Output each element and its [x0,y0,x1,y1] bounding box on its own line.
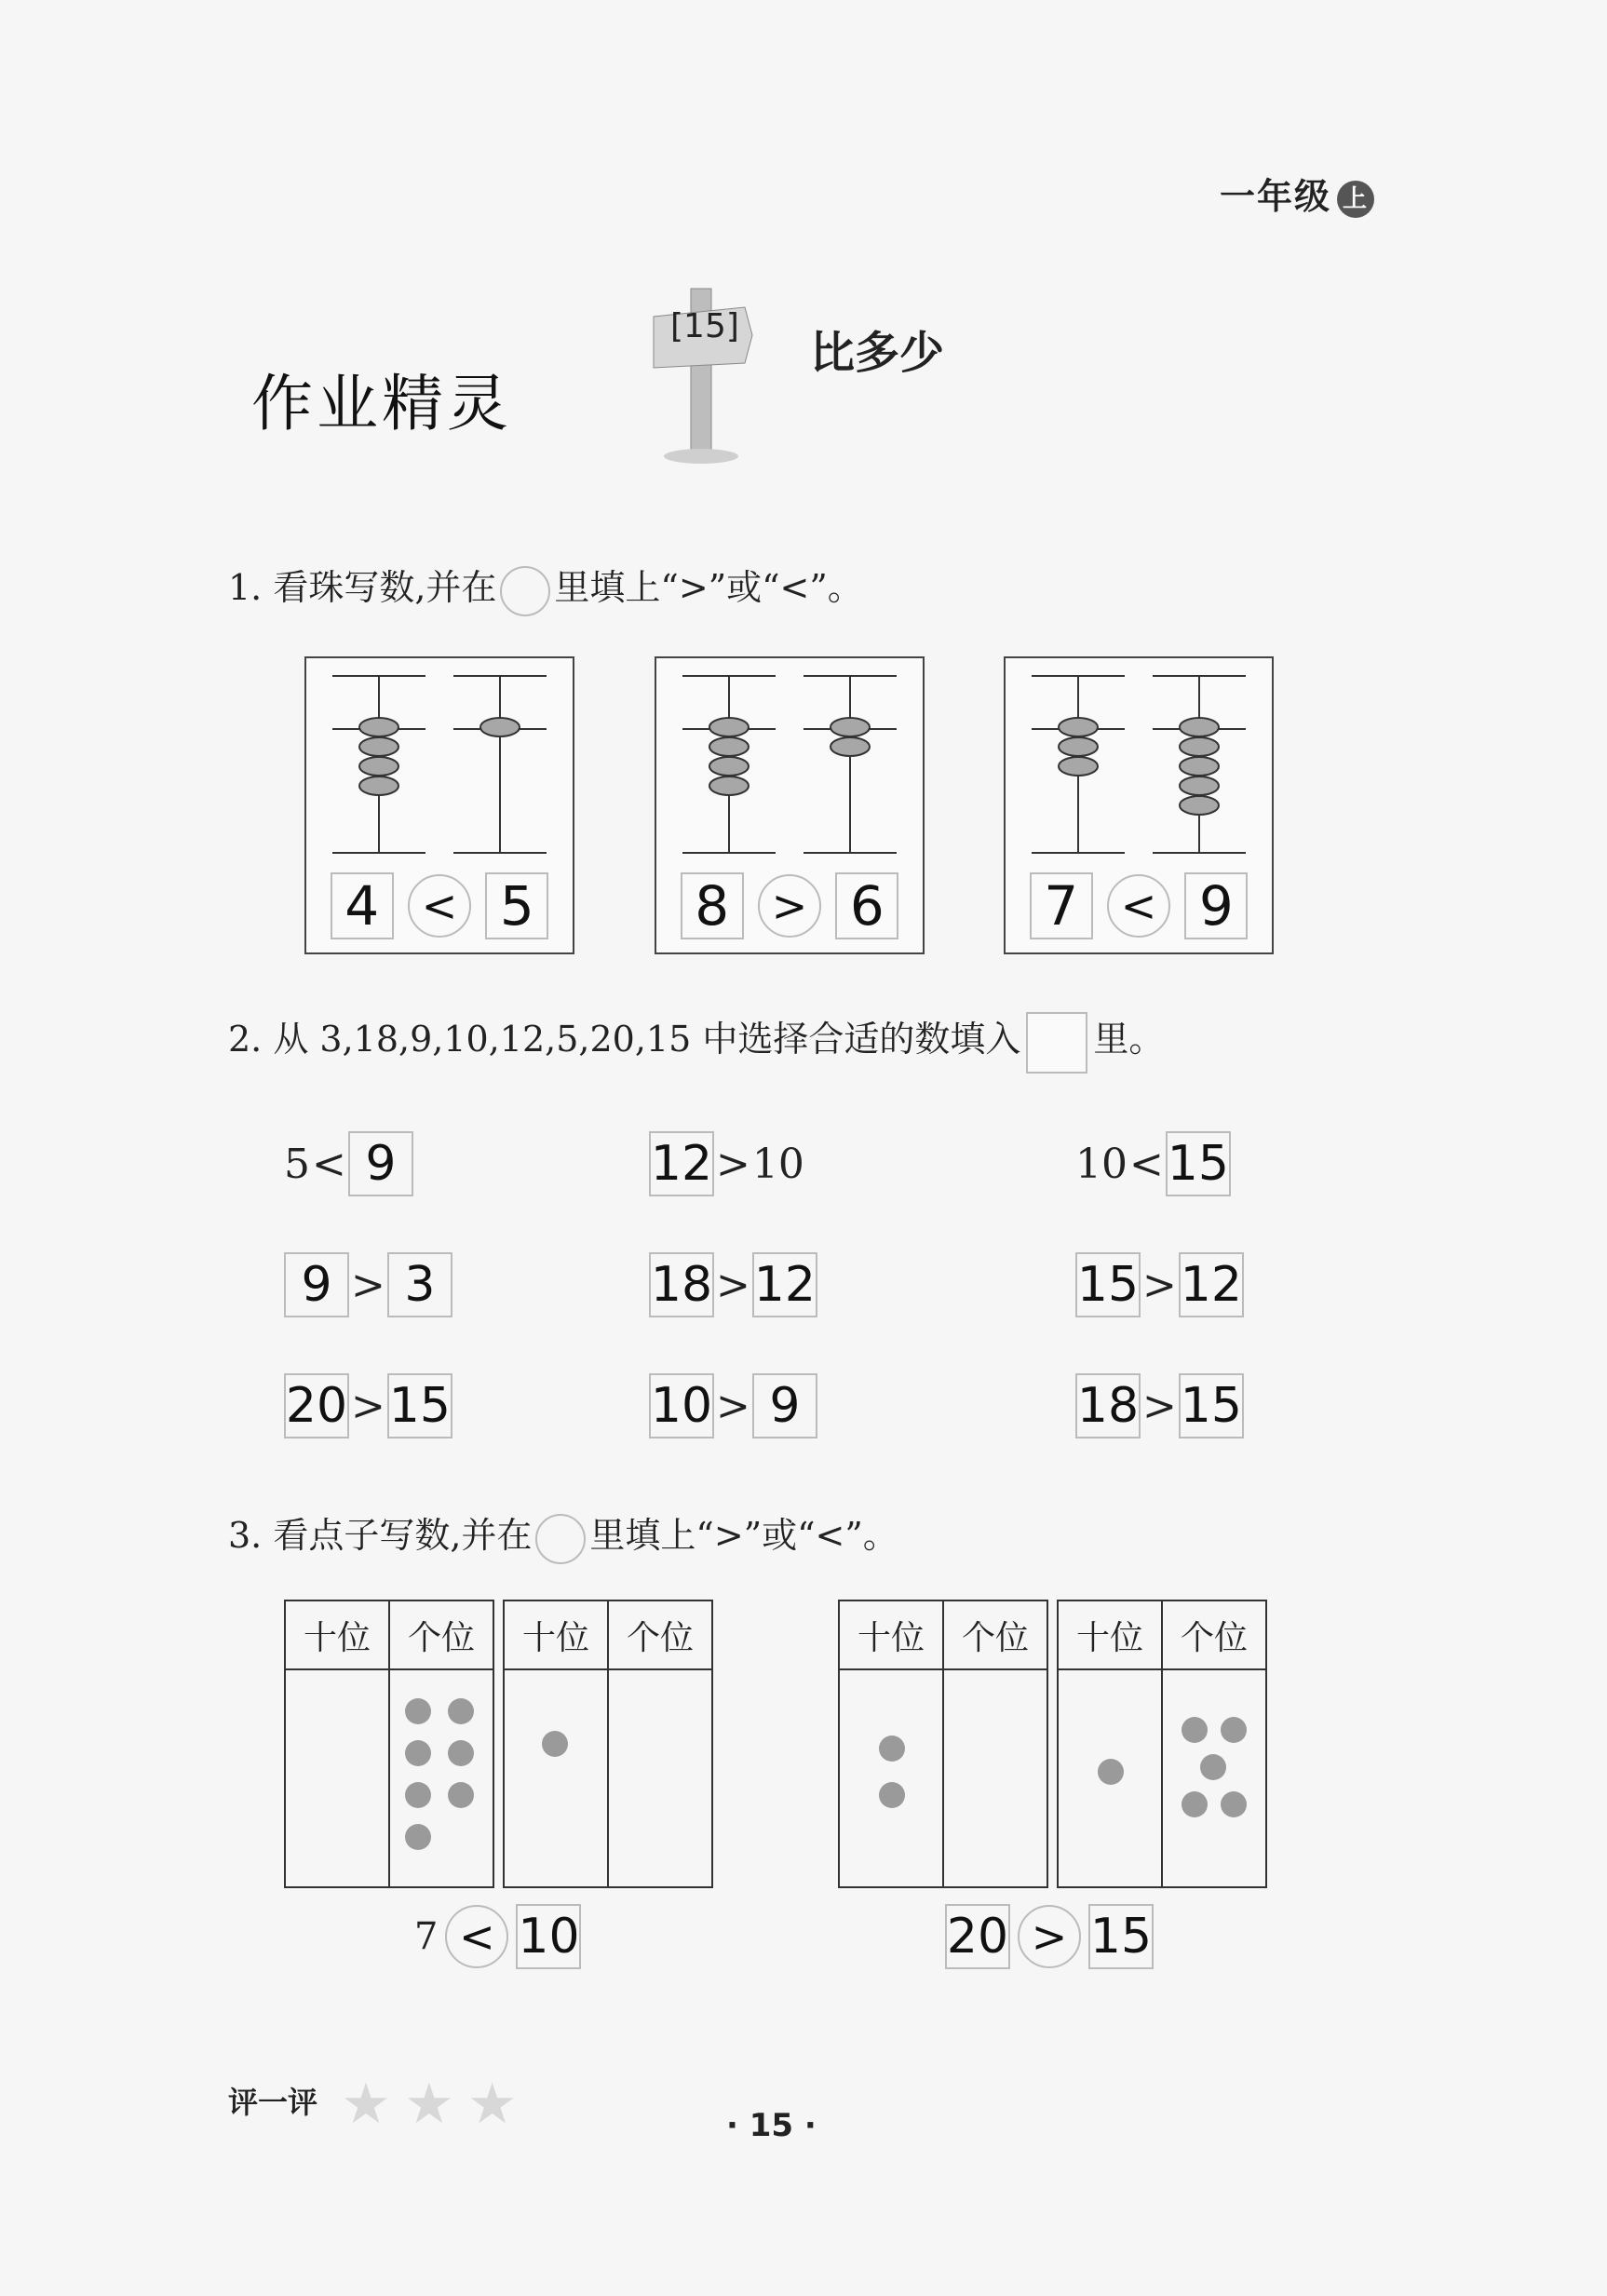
q3-circle-sample [535,1514,586,1564]
pv-table-2b [1057,1600,1267,1888]
bead [359,718,398,736]
bead [831,718,870,736]
q3-right-1[interactable]: 10 [516,1904,581,1969]
q3-prompt [228,1506,898,1564]
q2-left: 5 [284,1140,310,1188]
q3-prompt-post: 里填上“>”或“<”。 [589,1515,898,1556]
abacus-card [304,656,574,954]
abacus-icon [1022,671,1255,858]
q2-operator: > [716,1382,750,1430]
q2-operator: > [716,1140,750,1188]
tens-cell [1058,1669,1162,1887]
q2-prompt [228,1010,1164,1074]
dot [1098,1759,1124,1785]
rating-label: 评一评 [228,2085,318,2120]
q2-right[interactable]: 12 [1179,1252,1244,1317]
q1-prompt-pre: 1. 看珠写数,并在 [228,567,497,608]
q2-left[interactable]: 10 [649,1373,714,1438]
q3-op-1[interactable]: < [445,1905,508,1968]
q2-operator: > [1142,1261,1177,1309]
dot [405,1740,431,1766]
bead [1180,777,1219,795]
ones-cell [389,1669,493,1887]
q3-right-2[interactable]: 15 [1088,1904,1154,1969]
q2-right[interactable]: 12 [752,1252,817,1317]
pv-table-1a [284,1600,494,1888]
rating [228,2072,518,2137]
tens-cell [504,1669,608,1887]
q2-operator: < [312,1140,346,1188]
bead [709,718,749,736]
q2-item [284,1131,413,1196]
abacus-answer-row [323,869,556,943]
q2-operator: > [351,1261,385,1309]
q3-answer-1 [414,1904,581,1969]
abacus-icon [673,671,906,858]
bead [1059,737,1098,756]
bead [1180,737,1219,756]
grade-badge: 上 [1337,181,1374,218]
col-ones: 个位 [608,1600,712,1669]
lesson-title: 比多少 [810,327,945,379]
q2-left[interactable]: 9 [284,1252,349,1317]
bead [709,757,749,776]
dot [879,1782,905,1808]
abacus-right-answer[interactable]: 9 [1184,872,1248,939]
dot [405,1698,431,1724]
logo-handwritten: 作业精灵 [251,368,512,439]
bead [1180,796,1219,815]
q2-right[interactable]: 15 [387,1373,452,1438]
dot [448,1740,474,1766]
q2-right[interactable]: 9 [752,1373,817,1438]
abacus-icon [323,671,556,858]
grade-label [1220,168,1374,219]
dot [1200,1754,1226,1780]
dot [879,1736,905,1762]
q1-circle-sample [500,566,550,616]
abacus-right-answer[interactable]: 6 [835,872,898,939]
star-icon[interactable]: ★ [403,2072,454,2137]
q1-prompt [228,559,863,616]
grade-text: 一年级 [1220,176,1332,217]
col-tens: 十位 [1058,1600,1162,1669]
q2-item [1075,1252,1244,1317]
dot [1182,1791,1208,1817]
q2-item [1075,1373,1244,1438]
bead [1059,757,1098,776]
dot [1221,1791,1247,1817]
col-ones: 个位 [389,1600,493,1669]
abacus-left-answer[interactable]: 4 [331,872,394,939]
pv-table-1b [503,1600,713,1888]
q2-prompt-post: 里。 [1093,1019,1165,1060]
page-number: · 15 · [726,2107,817,2144]
abacus-op-answer[interactable]: > [758,874,821,938]
bead [480,718,520,736]
q2-left[interactable]: 18 [649,1252,714,1317]
lesson-number: [15] [670,307,739,345]
abacus-answer-row [1022,869,1255,943]
q3-left-1: 7 [414,1915,439,1958]
q2-left[interactable]: 15 [1075,1252,1141,1317]
q3-left-2[interactable]: 20 [945,1904,1010,1969]
bead [359,737,398,756]
star-icon[interactable]: ★ [466,2072,518,2137]
q2-item [284,1252,452,1317]
q2-right[interactable]: 15 [1166,1131,1231,1196]
q2-item [649,1252,817,1317]
abacus-op-answer[interactable]: < [1107,874,1170,938]
star-icon[interactable]: ★ [341,2072,391,2137]
abacus-card [655,656,925,954]
q3-answer-2 [945,1904,1154,1969]
bead [1059,718,1098,736]
bead [1180,757,1219,776]
q2-right[interactable]: 3 [387,1252,452,1317]
pv-table-2a [838,1600,1048,1888]
q2-right: 10 [751,1140,804,1188]
dot [1182,1717,1208,1743]
bead [359,757,398,776]
q2-operator: > [1142,1382,1177,1430]
abacus-left-answer[interactable]: 8 [681,872,744,939]
dot [448,1782,474,1808]
q3-op-2[interactable]: > [1018,1905,1081,1968]
col-tens: 十位 [504,1600,608,1669]
q2-operator: < [1129,1140,1164,1188]
q2-square-sample [1026,1012,1087,1074]
abacus-left-answer[interactable]: 7 [1030,872,1093,939]
q2-item [284,1373,452,1438]
bead [709,777,749,795]
dot [405,1782,431,1808]
q2-left[interactable]: 20 [284,1373,349,1438]
q2-prompt-pre: 2. 从 3,18,9,10,12,5,20,15 中选择合适的数填入 [228,1019,1021,1060]
dot [542,1731,568,1757]
q2-item [649,1373,817,1438]
q1-prompt-post: 里填上“>”或“<”。 [554,567,863,608]
bead [831,737,870,756]
ones-cell [1162,1669,1266,1887]
bead [359,777,398,795]
abacus-op-answer[interactable]: < [408,874,471,938]
ones-cell [943,1669,1047,1887]
ones-cell [608,1669,712,1887]
dot [448,1698,474,1724]
q2-item [1075,1131,1231,1196]
q2-left[interactable]: 18 [1075,1373,1141,1438]
bead [1180,718,1219,736]
q2-left[interactable]: 12 [649,1131,714,1196]
tens-cell [285,1669,389,1887]
q2-left: 10 [1075,1140,1128,1188]
q2-operator: > [716,1261,750,1309]
dot [1221,1717,1247,1743]
q2-right[interactable]: 9 [348,1131,413,1196]
dot [405,1824,431,1850]
abacus-answer-row [673,869,906,943]
col-tens: 十位 [839,1600,943,1669]
tens-cell [839,1669,943,1887]
abacus-right-answer[interactable]: 5 [485,872,548,939]
q2-item [649,1131,804,1196]
q2-operator: > [351,1382,385,1430]
bead [709,737,749,756]
col-ones: 个位 [1162,1600,1266,1669]
q3-prompt-pre: 3. 看点子写数,并在 [228,1515,533,1556]
col-tens: 十位 [285,1600,389,1669]
col-ones: 个位 [943,1600,1047,1669]
abacus-card [1004,656,1274,954]
q2-right[interactable]: 15 [1179,1373,1244,1438]
